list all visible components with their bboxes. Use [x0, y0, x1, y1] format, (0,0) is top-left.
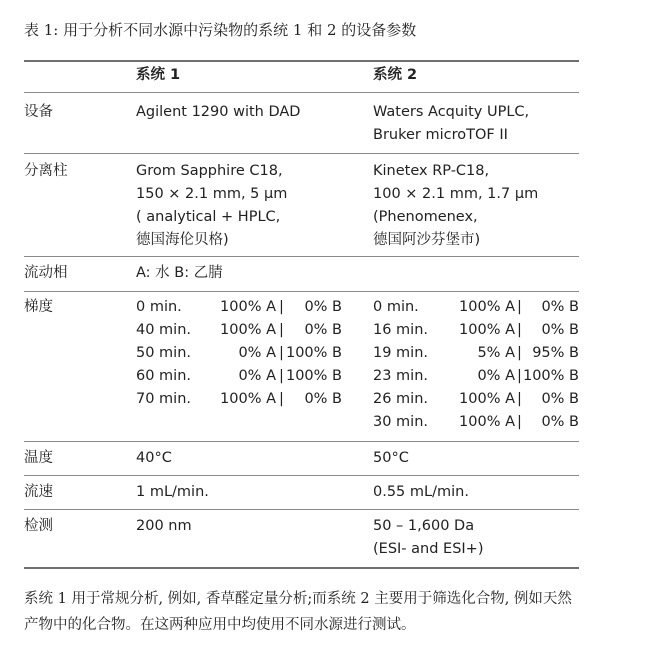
gradient-percent-a: 5% A — [477, 345, 515, 361]
row-rule — [24, 291, 579, 292]
gradient-separator: | — [517, 345, 522, 361]
sys1-value: Agilent 1290 with DAD — [136, 104, 301, 120]
gradient-percent-b: 100% B — [285, 368, 342, 384]
gradient-step — [373, 411, 583, 434]
sys2-value: Waters Acquity UPLC, Bruker microTOF II — [373, 104, 530, 143]
gradient-separator: | — [517, 368, 522, 384]
gradient-step — [373, 319, 583, 342]
row-label: 流动相 — [24, 265, 68, 281]
gradient-percent-a: 0% A — [477, 368, 515, 384]
row-rule — [24, 509, 579, 510]
row-rule — [24, 153, 579, 154]
gradient-time: 0 min. — [136, 299, 182, 315]
row-rule — [24, 256, 579, 257]
gradient-percent-b: 0% B — [304, 391, 342, 407]
gradient-time: 50 min. — [136, 345, 192, 361]
gradient-percent-a: 100% A — [459, 414, 515, 430]
row-label: 设备 — [24, 104, 53, 120]
gradient-percent-a: 100% A — [220, 322, 276, 338]
gradient-step — [136, 388, 366, 411]
gradient-time: 70 min. — [136, 391, 192, 407]
gradient-separator: | — [517, 299, 522, 315]
gradient-separator: | — [279, 322, 284, 338]
header-system-2: 系统 2 — [373, 67, 418, 83]
sys1-value: A: 水 B: 乙腈 — [136, 265, 223, 281]
gradient-step — [136, 365, 366, 388]
sys2-value: 50°C — [373, 450, 409, 466]
gradient-step — [136, 342, 366, 365]
bottom-rule — [24, 567, 579, 569]
gradient-time: 30 min. — [373, 414, 429, 430]
gradient-percent-b: 0% B — [304, 299, 342, 315]
sys2-gradient — [373, 296, 583, 434]
gradient-time: 16 min. — [373, 322, 429, 338]
gradient-step — [136, 296, 366, 319]
gradient-time: 26 min. — [373, 391, 429, 407]
gradient-step — [373, 388, 583, 411]
sys1-value: Grom Sapphire C18, 150 × 2.1 mm, 5 µm ( analytical + HPLC, 德国海伦贝格) — [136, 163, 288, 248]
gradient-time: 0 min. — [373, 299, 419, 315]
gradient-percent-a: 100% A — [220, 299, 276, 315]
gradient-time: 40 min. — [136, 322, 192, 338]
gradient-separator: | — [517, 414, 522, 430]
gradient-percent-b: 100% B — [285, 345, 342, 361]
footnote: 系统 1 用于常规分析, 例如, 香草醛定量分析;而系统 2 主要用于筛选化合物, 例如天然产物中的化合物。在这两种应用中均使用不同水源进行测试。 — [24, 591, 572, 633]
gradient-step — [373, 342, 583, 365]
sys1-value: 200 nm — [136, 518, 192, 534]
sys1-value: 1 mL/min. — [136, 484, 209, 500]
gradient-step — [136, 319, 366, 342]
row-label: 梯度 — [24, 299, 53, 315]
gradient-percent-b: 0% B — [304, 322, 342, 338]
gradient-separator: | — [279, 391, 284, 407]
gradient-percent-b: 0% B — [541, 391, 579, 407]
gradient-separator: | — [279, 345, 284, 361]
row-label: 温度 — [24, 450, 53, 466]
gradient-time: 19 min. — [373, 345, 429, 361]
row-label: 流速 — [24, 484, 53, 500]
gradient-step — [373, 296, 583, 319]
gradient-percent-b: 0% B — [541, 414, 579, 430]
gradient-percent-a: 100% A — [459, 299, 515, 315]
gradient-separator: | — [279, 368, 284, 384]
row-label: 检测 — [24, 518, 53, 534]
row-rule — [24, 441, 579, 442]
gradient-percent-b: 0% B — [541, 322, 579, 338]
sys2-value: 50 – 1,600 Da (ESI- and ESI+) — [373, 518, 484, 557]
header-system-1: 系统 1 — [136, 67, 181, 83]
gradient-percent-b: 0% B — [541, 299, 579, 315]
sys2-value: 0.55 mL/min. — [373, 484, 469, 500]
table-caption: 表 1: 用于分析不同水源中污染物的系统 1 和 2 的设备参数 — [24, 21, 417, 39]
gradient-percent-a: 0% A — [238, 368, 276, 384]
sys2-value: Kinetex RP-C18, 100 × 2.1 mm, 1.7 µm (Phenomenex, 德国阿沙芬堡市) — [373, 163, 539, 248]
header-rule — [24, 92, 579, 93]
gradient-percent-a: 100% A — [220, 391, 276, 407]
gradient-separator: | — [279, 299, 284, 315]
gradient-time: 60 min. — [136, 368, 192, 384]
gradient-separator: | — [517, 391, 522, 407]
gradient-step — [373, 365, 583, 388]
gradient-percent-a: 100% A — [459, 391, 515, 407]
sys1-value: 40°C — [136, 450, 172, 466]
sys1-gradient — [136, 296, 366, 411]
gradient-percent-a: 100% A — [459, 322, 515, 338]
gradient-percent-b: 100% B — [522, 368, 579, 384]
row-rule — [24, 475, 579, 476]
row-label: 分离柱 — [24, 163, 68, 179]
gradient-separator: | — [517, 322, 522, 338]
gradient-percent-b: 95% B — [532, 345, 579, 361]
gradient-time: 23 min. — [373, 368, 429, 384]
table-header — [24, 64, 579, 90]
top-rule — [24, 60, 579, 62]
gradient-percent-a: 0% A — [238, 345, 276, 361]
